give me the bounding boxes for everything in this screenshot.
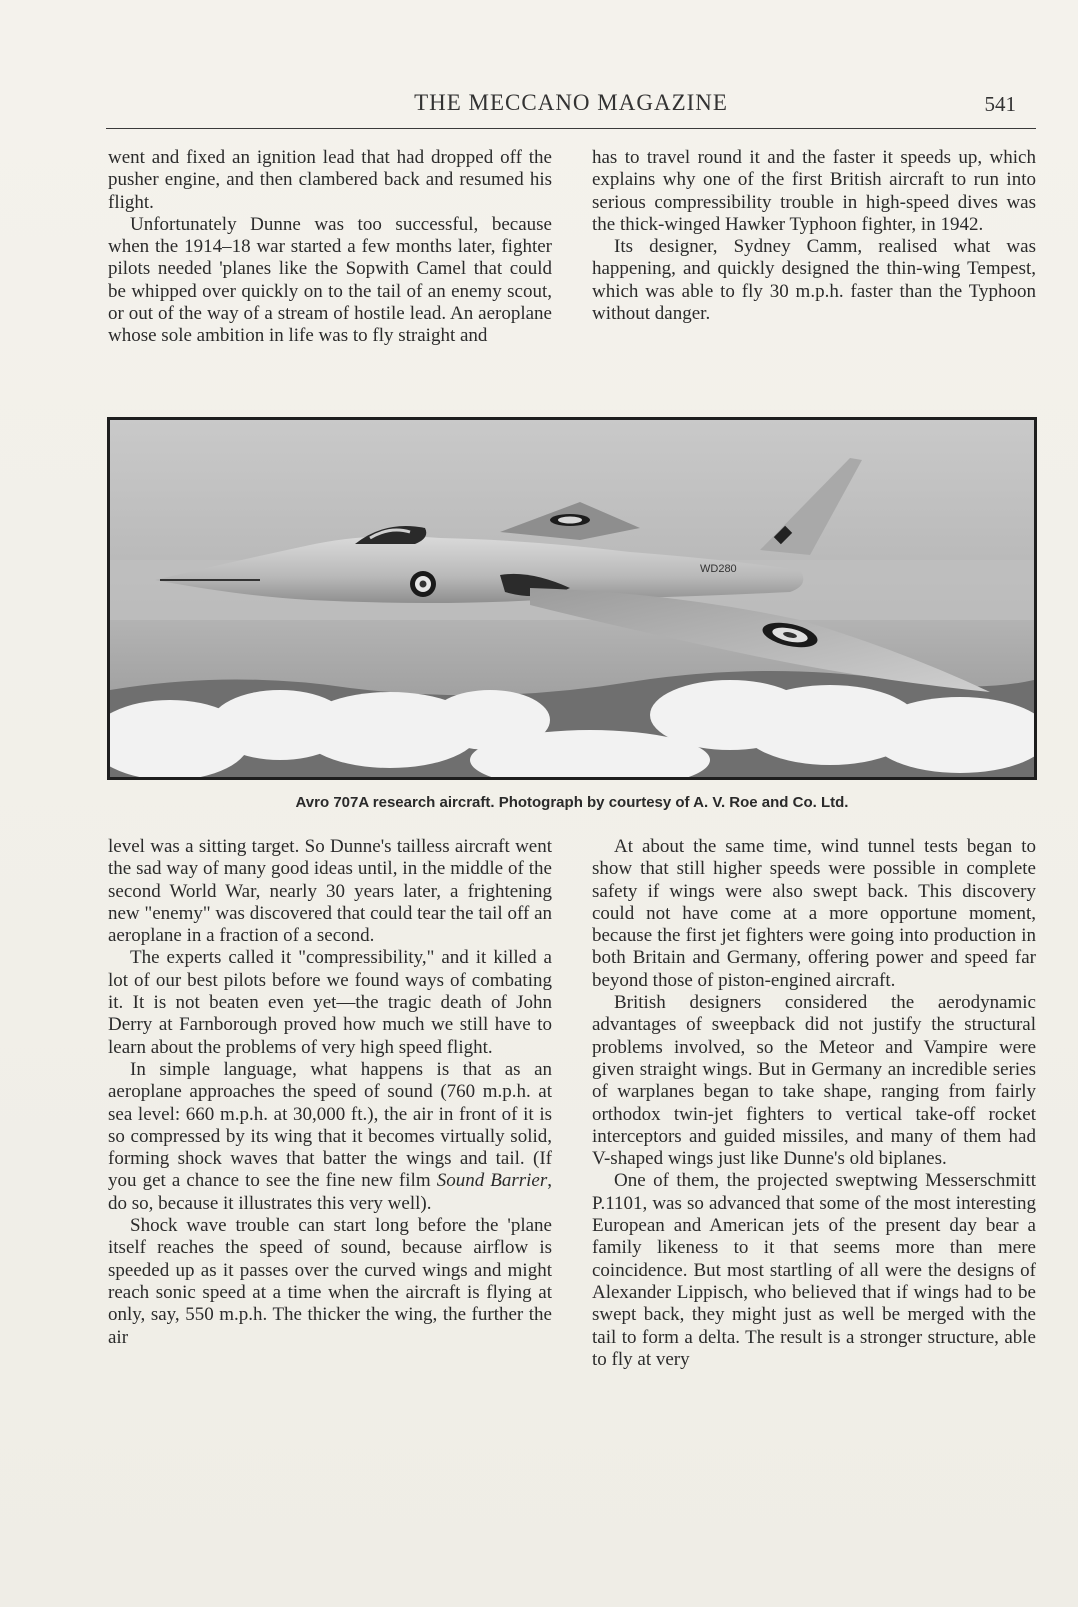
paragraph: The experts called it "compressibility," and it killed a lot of our best pilots before we found ways of combating it. It is not beaten even yet—the tragic death of John Derry at Farnborough proved how much we still have to learn about the problems of very high speed flight. — [108, 947, 552, 1058]
paragraph: At about the same time, wind tunnel tests began to show that still higher speeds were possible in complete safety if wings were also swept back. This discovery could not have come at a more opportune moment, because the first jet fighters were going into production in both Britain and Germany, offering power and speed far beyond those of piston-engined aircraft. — [592, 836, 1036, 991]
aircraft-serial: WD280 — [700, 563, 737, 575]
avro-707a-illustration — [110, 420, 1034, 777]
magazine-title: THE MECCANO MAGAZINE — [414, 90, 728, 115]
paragraph: British designers considered the aerodynamic advantages of sweepback did not justify the structural problems involved, so the Meteor and Vampire were given straight wings. But in Germany an incredible series of warplanes began to take shape, ranging from fairly orthodox twin-jet fighters to vertical take-off rocket interceptors and guided missiles, and many of them had V-shaped wings just like Dunne's old biplanes. — [592, 992, 1036, 1170]
film-title: Sound Barrier — [436, 1170, 548, 1192]
top-left-column — [108, 147, 552, 348]
paragraph — [108, 1059, 552, 1215]
page-number: 541 — [984, 92, 1016, 116]
paragraph: went and fixed an ignition lead that had dropped off the pusher engine, and then clambered back and resumed his flight. — [108, 147, 552, 213]
photo-caption: Avro 707A research aircraft. Photograph by courtesy of A. V. Roe and Co. Ltd. — [295, 794, 849, 811]
page-header — [106, 88, 1036, 129]
paragraph: One of them, the projected sweptwing Messerschmitt P.1101, was so advanced that some of the most interesting European and American jets of the present day bear a family likeness to it that seems more than mere coincidence. But most startling of all were the designs of Alexander Lippisch, who believed that if wings had to be swept back, they might just as well be merged with the tail to form a delta. The result is a stronger structure, able to fly at very — [592, 1170, 1036, 1370]
top-right-column — [592, 147, 1036, 325]
paragraph: level was a sitting target. So Dunne's tailless aircraft went the sad way of many good ideas until, in the middle of the second World War, nearly 30 years later, a frightening new "enemy" was discovered that could tear the tail off an aeroplane in a fraction of a second. — [108, 836, 552, 947]
paragraph: Shock wave trouble can start long before the 'plane itself reaches the speed of sound, because airflow is speeded up as it passes over the curved wings and might reach sonic speed at a time when the aircraft is flying at only, say, 550 m.p.h. The thicker the wing, the further the air — [108, 1215, 552, 1348]
paragraph: Unfortunately Dunne was too successful, because when the 1914–18 war started a few months later, fighter pilots needed 'planes like the Sopwith Camel that could be whipped over quickly on to the tail of an enemy scout, or out of the way of a stream of hostile lead. An aeroplane whose sole ambition in life was to fly straight and — [108, 213, 552, 347]
bottom-right-column — [592, 836, 1036, 1371]
paragraph: has to travel round it and the faster it speeds up, which explains why one of the first British aircraft to run into serious compressibility trouble in high-speed dives was the thick-winged Hawker Typhoon fighter, in 1942. — [592, 147, 1036, 235]
aircraft-photo — [107, 417, 1037, 780]
paragraph: Its designer, Sydney Camm, realised what was happening, and quickly designed the thin-wing Tempest, which was able to fly 30 m.p.h. faster than the Typhoon without danger. — [592, 236, 1036, 325]
text-run: , do so, because it illustrates this very well). — [108, 1170, 553, 1214]
text-run: In simple language, what happens is that as an aeroplane approaches the speed of sound (760 m.p.h. at sea level: 660 m.p.h. at 30,000 ft.), the air in front of it is so compressed by its wing that it becomes virtually solid, forming shock waves that batter the wings and tail. (If you get a chance to see the fine new film — [108, 1058, 552, 1192]
bottom-left-column — [108, 836, 552, 1349]
